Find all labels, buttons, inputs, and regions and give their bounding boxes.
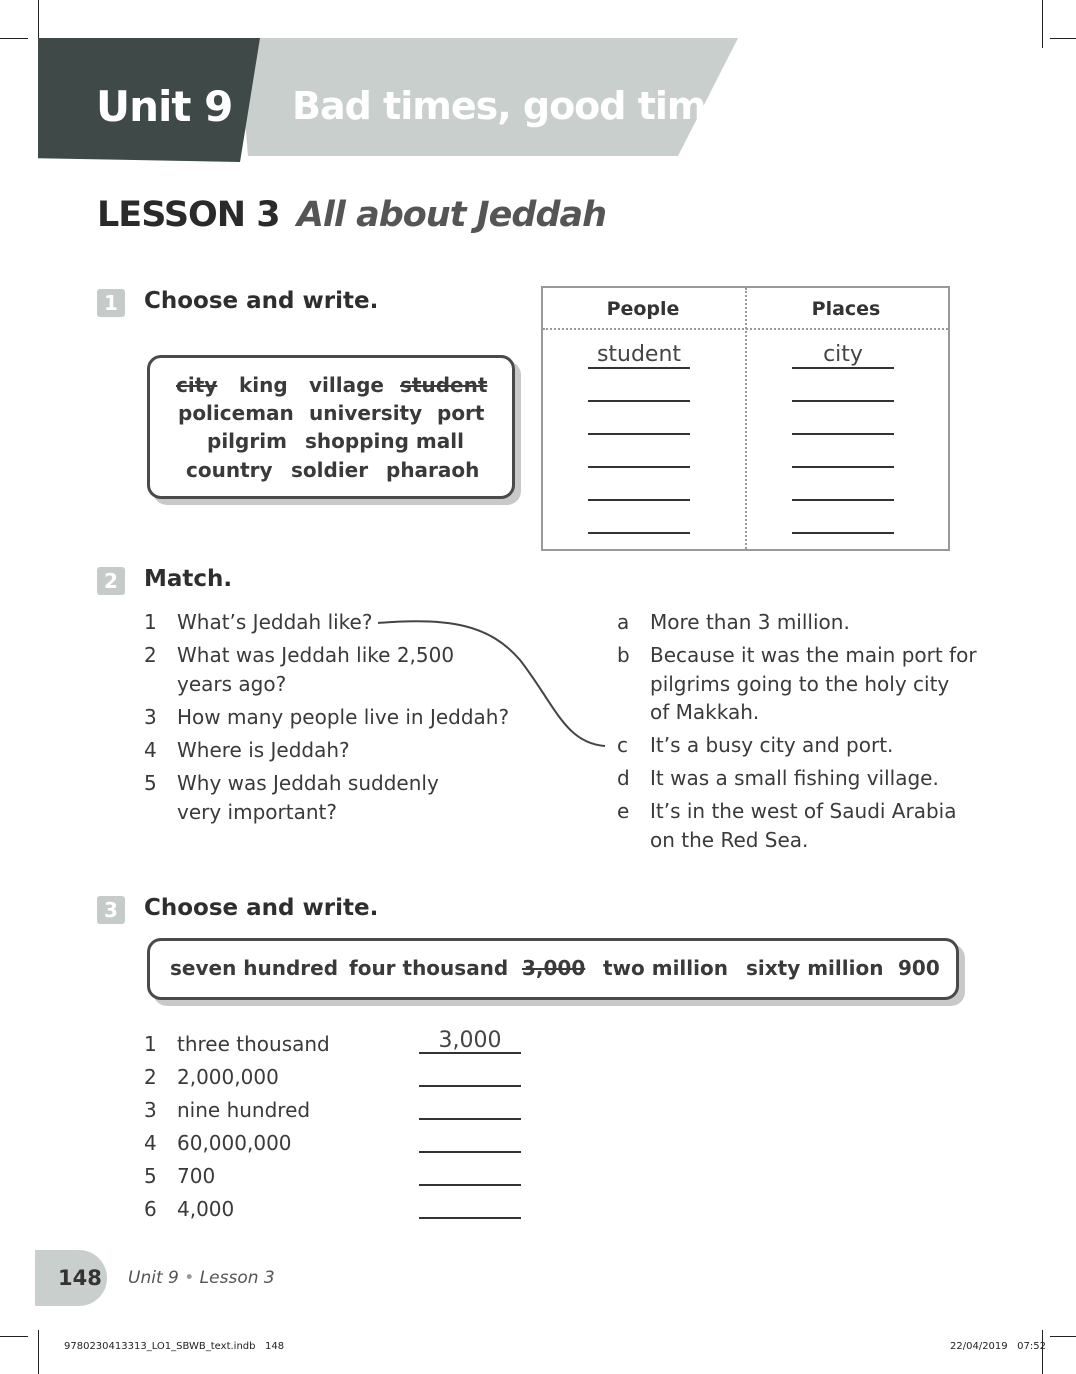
- unit-label: Unit 9: [96, 82, 233, 131]
- answer-blank[interactable]: [792, 532, 894, 534]
- answer-blank[interactable]: [588, 433, 690, 435]
- answer-blank[interactable]: [419, 1184, 521, 1186]
- print-file-info: 9780230413313_LO1_SBWB_text.indb 148: [64, 1341, 285, 1352]
- exercise-1-word-box: [147, 355, 515, 499]
- answer-letter: d: [617, 766, 630, 790]
- table-header-places: Places: [811, 298, 881, 320]
- exercise-2-instruction: Match.: [144, 566, 233, 592]
- item-number: 1: [144, 1032, 157, 1056]
- answer-blank[interactable]: [792, 400, 894, 402]
- word-box-item: university: [309, 401, 423, 425]
- answer-text: Because it was the main port for: [650, 643, 977, 667]
- item-answer: 3,000: [438, 1028, 502, 1053]
- answer-blank[interactable]: [792, 499, 894, 501]
- word-box-item: four thousand: [349, 956, 509, 980]
- word-box-item: port: [437, 401, 485, 425]
- answer-blank[interactable]: [588, 532, 690, 534]
- answer-text: pilgrims going to the holy city: [650, 672, 950, 696]
- answer-blank[interactable]: [419, 1151, 521, 1153]
- answer-blank[interactable]: [792, 433, 894, 435]
- footer-unit: Unit 9: [128, 1268, 179, 1288]
- word-box-item: pilgrim: [207, 429, 287, 453]
- answer-blank[interactable]: [792, 367, 894, 369]
- crop-mark: [0, 38, 28, 39]
- word-box-item: king: [239, 373, 288, 397]
- item-text: three thousand: [177, 1032, 330, 1056]
- answer-letter: b: [617, 643, 630, 667]
- answer-blank[interactable]: [588, 367, 690, 369]
- answer-blank[interactable]: [588, 499, 690, 501]
- exercise-1-number: 1: [97, 289, 125, 317]
- question-text: How many people live in Jeddah?: [177, 705, 510, 729]
- word-box-item: country: [186, 458, 273, 482]
- word-box-item: two million: [603, 956, 728, 980]
- item-number: 2: [144, 1065, 157, 1089]
- question-text: Where is Jeddah?: [177, 738, 350, 762]
- question-number: 1: [144, 610, 157, 634]
- people-places-table: [541, 286, 950, 551]
- question-number: 3: [144, 705, 157, 729]
- answer-text: It’s a busy city and port.: [650, 733, 894, 757]
- answer-letter: c: [617, 733, 628, 757]
- word-box-item: city: [176, 373, 218, 397]
- unit-title: Bad times, good times: [292, 84, 752, 128]
- item-text: nine hundred: [177, 1098, 311, 1122]
- question-number: 2: [144, 643, 157, 667]
- word-box-item: sixty million: [746, 956, 884, 980]
- word-box-item: student: [400, 373, 488, 397]
- answer-blank[interactable]: [419, 1217, 521, 1219]
- item-text: 2,000,000: [177, 1065, 279, 1089]
- word-box-item: pharaoh: [386, 458, 480, 482]
- table-divider: [543, 328, 948, 330]
- crop-mark: [1050, 38, 1076, 39]
- footer-reference: [128, 1268, 275, 1288]
- question-number: 4: [144, 738, 157, 762]
- exercise-2-number: 2: [97, 567, 125, 595]
- answer-blank[interactable]: [792, 466, 894, 468]
- exercise-1-instruction: Choose and write.: [144, 288, 379, 314]
- exercise-3-instruction: Choose and write.: [144, 895, 379, 921]
- footer-separator: •: [184, 1268, 195, 1288]
- lesson-title: All about Jeddah: [296, 195, 607, 235]
- places-answer: city: [823, 342, 863, 367]
- exercise-3-number: 3: [97, 896, 125, 924]
- crop-mark: [0, 1336, 28, 1337]
- answer-letter: a: [617, 610, 630, 634]
- word-box-item: soldier: [291, 458, 369, 482]
- item-number: 5: [144, 1164, 157, 1188]
- lesson-heading: [97, 195, 606, 235]
- answer-text: More than 3 million.: [650, 610, 850, 634]
- item-number: 4: [144, 1131, 157, 1155]
- word-box-item: policeman: [178, 401, 294, 425]
- item-text: 60,000,000: [177, 1131, 292, 1155]
- word-box-item: shopping mall: [305, 429, 464, 453]
- crop-mark: [1042, 0, 1043, 48]
- answer-blank[interactable]: [588, 466, 690, 468]
- word-box-item: seven hundred: [170, 956, 339, 980]
- word-box-item: village: [309, 373, 384, 397]
- table-header-people: People: [606, 298, 680, 320]
- item-text: 700: [177, 1164, 216, 1188]
- match-line: [370, 615, 620, 755]
- item-number: 3: [144, 1098, 157, 1122]
- crop-mark: [1050, 1336, 1076, 1337]
- lesson-label: LESSON 3: [97, 195, 280, 235]
- answer-blank[interactable]: [419, 1085, 521, 1087]
- word-box-item: 3,000: [522, 956, 586, 980]
- crop-mark: [38, 1330, 39, 1374]
- page-number: 148: [58, 1266, 102, 1290]
- answer-text: on the Red Sea.: [650, 828, 809, 852]
- question-text: What’s Jeddah like?: [177, 610, 373, 634]
- question-text: very important?: [177, 800, 337, 824]
- word-box-item: 900: [898, 956, 940, 980]
- answer-text: It’s in the west of Saudi Arabia: [650, 799, 957, 823]
- question-text: What was Jeddah like 2,500: [177, 643, 455, 667]
- exercise-3-word-box: [147, 938, 959, 1000]
- item-text: 4,000: [177, 1197, 235, 1221]
- item-number: 6: [144, 1197, 157, 1221]
- people-answer: student: [596, 342, 682, 367]
- question-text: years ago?: [177, 672, 287, 696]
- footer-lesson: Lesson 3: [199, 1268, 275, 1288]
- crop-mark: [1042, 1330, 1043, 1374]
- answer-blank[interactable]: [588, 400, 690, 402]
- answer-text: It was a small fishing village.: [650, 766, 939, 790]
- question-number: 5: [144, 771, 157, 795]
- answer-letter: e: [617, 799, 630, 823]
- answer-blank[interactable]: [419, 1052, 521, 1054]
- answer-text: of Makkah.: [650, 700, 760, 724]
- answer-blank[interactable]: [419, 1118, 521, 1120]
- question-text: Why was Jeddah suddenly: [177, 771, 439, 795]
- print-date-info: 22/04/2019 07:52: [950, 1341, 1046, 1352]
